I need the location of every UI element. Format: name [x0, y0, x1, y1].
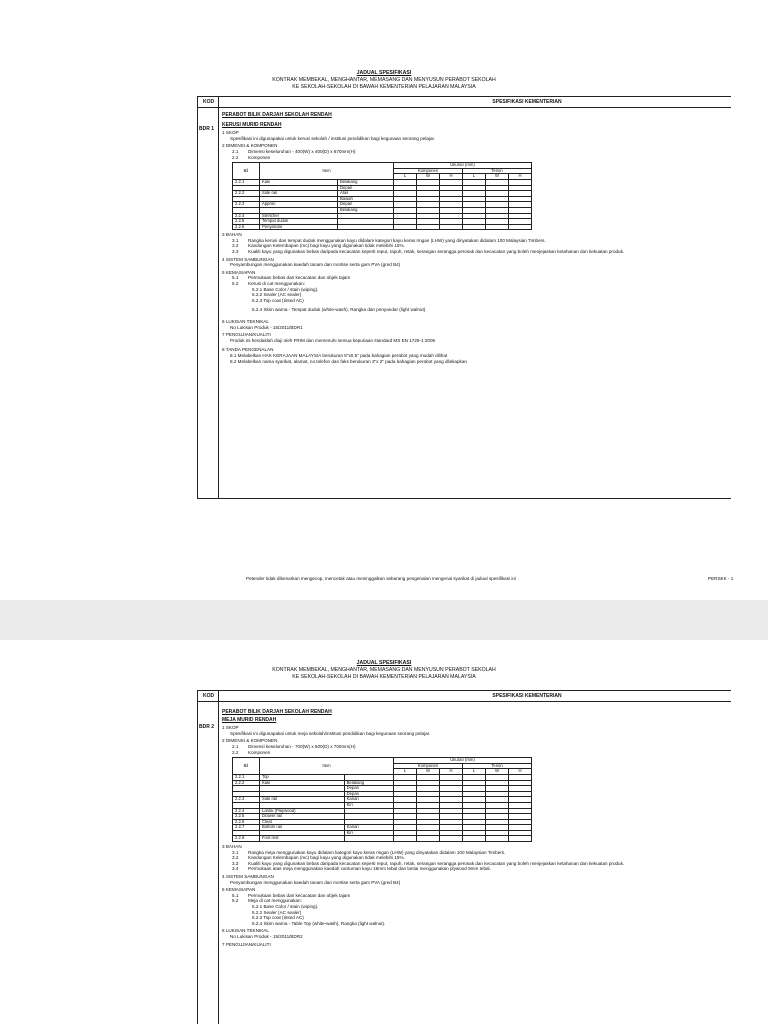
t2-head-item: Item [260, 758, 394, 775]
table-cell: Side rail [260, 797, 345, 803]
table-cell: 2.2.6 [233, 224, 260, 230]
table-cell: Stretcher [260, 213, 338, 219]
bahan-3-2: Kandungan Kelembapan (mc) bagi kayu yang digunakan tidak melebihi 15%. [248, 243, 405, 249]
item-title: KERUSI MURID RENDAH [222, 121, 282, 128]
table-cell: Kanan [344, 825, 393, 831]
header-line-3: KE SEKOLAH-SEKOLAH DI BAWAH KEMENTERIAN PELAJARAN MALAYSIA [292, 84, 476, 90]
kemasiapan-5-1: Permukaan bebas dari kecacatan dan objek tajam [248, 275, 351, 281]
table-cell: Kaki [260, 780, 345, 786]
kemasiapan-5-2-1: 5.2.1 Base Color / stain (wiping). [252, 286, 319, 292]
kemasiapan2-5-2-4: 5.2.4 Skim warna - Table Top (white-wash), Rangka (light walnut). [252, 920, 386, 926]
table-cell: 2.2.3 [233, 202, 260, 208]
sambungan-heading-2: 4 SISTEM SAMBUNGAN [222, 874, 274, 880]
t1-head-l: L [463, 174, 486, 180]
table-cell [338, 224, 394, 230]
t2-head-h: H [440, 769, 463, 775]
component-table-2 [232, 757, 532, 842]
bahan-heading: 3 BAHAN [222, 232, 242, 238]
document-header-2 [0, 660, 768, 681]
kemasiapan2-5-2-2: 5.2.2 Sealer (AC sealer) [252, 909, 302, 915]
dim-2-2-text: Komponen [248, 154, 271, 160]
table-cell: Side rail [260, 191, 338, 197]
table-cell: Bawah [338, 196, 394, 202]
table-cell: Drawer rail [260, 814, 345, 820]
document-header-1 [0, 70, 768, 91]
sambungan-heading: 4 SISTEM SAMBUNGAN [222, 256, 274, 262]
lukisan-text-2: No Lukisan Produk - 15/2011/BDR2 [230, 933, 303, 939]
column-header-2 [197, 690, 731, 702]
table-row [233, 836, 532, 842]
table-cell: 2.2.2 [233, 191, 260, 197]
dimensi-heading: 2 DIMENSI & KOMPONEN [222, 143, 278, 149]
kemasiapan-5-2-3: 5.2.3 Top coat (tinted AC) [252, 297, 304, 303]
pengujian-heading-2: 7 PENGUJIAN/KUALITI [222, 941, 271, 947]
bahan2-3-1: Rangka meja menggunakan kayu didalam kategori kayu keras ringan (LHW) yang dinyatakan didalam 100 Malaysian Timbers. [248, 849, 506, 855]
table-cell: 2.2.3 [233, 797, 260, 803]
table-cell [509, 224, 532, 230]
skop-heading-2: 1 SKOP [222, 725, 239, 731]
table-cell [417, 836, 440, 842]
table-cell: 2.2.5 [233, 219, 260, 225]
table-cell: Penyandar [260, 224, 338, 230]
table-cell [463, 224, 486, 230]
header-line-3-2: KE SEKOLAH-SEKOLAH DI BAWAH KEMENTERIAN PELAJARAN MALAYSIA [292, 674, 476, 680]
skop-text-2: Spesifikasi ini digunapakai untuk meja sekolah/institusi pendidikan bagi kegunaan seorang pelajar. [230, 730, 431, 736]
footer-note: Petender tidak dibenarkan mengecop, mencetak atau meninggalkan sebarang pengenalan mengenai syarikat di jadual spesifikasi ini [246, 576, 516, 581]
table-cell [440, 836, 463, 842]
table-cell: Depan [344, 791, 393, 797]
table-cell [463, 836, 486, 842]
kemasiapan-heading: 5 KEMASIAPAN [222, 269, 256, 275]
t2-head-komponen: Komponen [394, 763, 463, 769]
t1-head-tenon: Tenon [463, 168, 532, 174]
dimensi-heading-2: 2 DIMENSI & KOMPONEN [222, 738, 278, 744]
t1-head-h: H [440, 174, 463, 180]
bahan2-3-2: Kandungan Kelembapan (mc) bagi kayu yang digunakan tidak melebihi 15%. [248, 855, 405, 861]
table-cell: Kiri [344, 830, 393, 836]
sambungan-text: Penyambungan menggunakan kaedah tanam dan mortise serta gam PVA (gred B4) [230, 262, 401, 268]
t1-head-item: Item [260, 163, 394, 180]
t1-head-w: W [417, 174, 440, 180]
t2-head-tenon: Tenon [463, 763, 532, 769]
section-title: PERABOT BILIK DARJAH SEKOLAH RENDAH [222, 112, 332, 118]
kemasiapan-5-2: Kerusi di cat menggunakan: [248, 281, 305, 287]
header-line-2: KONTRAK MEMBEKAL, MENGHANTAR, MEMASANG DAN MENYUSUN PERABOT SEKOLAH [272, 77, 496, 83]
table-cell: 2.2.6 [233, 819, 260, 825]
t2-head-h: H [509, 769, 532, 775]
frame-left-line [197, 96, 198, 498]
t2-head-w: W [417, 769, 440, 775]
table-cell: Atas [338, 191, 394, 197]
dim-2-1-num: 2.1 [232, 148, 239, 154]
table-cell: 2.2.4 [233, 213, 260, 219]
lukisan-heading-2: 6 LUKISAN TEKNIKAL [222, 928, 269, 934]
table-cell: Cleat [260, 819, 345, 825]
dim2-2-1-text: Dimensi keseluruhan - 700(W) x 500(D) x 700mm(H) [248, 743, 356, 749]
table-cell: 2.2.2 [233, 780, 260, 786]
table-cell: Lantai (Playwood) [260, 808, 345, 814]
col-spesifikasi: SPESIFIKASI KEMENTERIAN [492, 99, 562, 105]
header-title: JADUAL SPESIFIKASI [356, 70, 412, 76]
tanda-heading: 8 TANDA PENGENALAN [222, 347, 274, 353]
frame2-left-line [197, 690, 198, 1024]
table-cell: Appron [260, 202, 338, 208]
spec-body-2: PERABOT BILIK DARJAH SEKOLAH RENDAH MEJA MURID RENDAH 1 SKOP Spesifikasi ini digunapakai untuk meja sekolah/institusi pendidikan bagi kegunaan seorang pelajar. 2 DIMENSI & KOMPONEN 2.1 Dimensi keseluruhan - 700(W) x 500(D) x 700mm(H) 2.2 Komponen Bil Item Ukuran (mm) Komponen Tenon L W H L W H 2.2.1 Top 2.2.2 Kaki Belakang Depan Depan 2.2.3 Side rail Kanan Kiri 2.2.4 Lantai (Playwood) 2.2.5 Drawer rail 2.2.6 Cleat 2.2.7 Bottom rail Kanan Kiri 2.2.8 Foot rest 3 BAHAN 3.1 Rangka meja menggunakan kayu didalam kategori kayu keras ringan (LHW) yang dinyatakan didalam 100 Malaysian Timbers. 3.2 Kandungan Kelembapan (mc) bagi kayu yang digunakan tidak melebihi 15%. 3.3 Kualiti kayu yang digunakan bebas daripada kecacatan seperti reput, rapuh, retak, serangan serangga perosak dan kecacatan yang boleh menjejaskan ketahanan dan kekuatan produk. 3.4 Permukaan atas meja menggunakan kaedah cantuman kayu 18mm tebal dan lantai menggunakan plywood 9mm tebal. 4 SISTEM SAMBUNGAN Penyambungan menggunakan kaedah tanam dan mortise serta gam PVA (gred B4) 5 KEMASIAPAN 5.1 Permukaan bebas dari kecacatan dan objek tajam 5.2 Meja di cat menggunakan: 5.2.1 Base Color / stain (wiping). 5.2.2 Sealer (AC sealer) 5.2.3 Top coat (tinted AC) 5.2.4 Skim warna - Table Top (white-wash), Rangka (light walnut). 6 LUKISAN TEKNIKAL No Lukisan Produk - 15/2011/BDR2 7 PENGUJIAN/KUALITI [222, 710, 727, 947]
kemasiapan2-5-1: Permukaan bebas dari kecacatan dan objek tajam [248, 892, 351, 898]
table-row [233, 224, 532, 230]
table-cell: Belakang [338, 179, 394, 185]
bahan-3-1: Rangka kerusi dan tempat duduk menggunakan kayu didalam kategori kayu keras ringan (LHW) yang dinyatakan didalam 100 Malaysian Timbers. [248, 237, 546, 243]
frame2-divider-line [218, 690, 219, 1024]
table-cell: 2.2.1 [233, 774, 260, 780]
kemasiapan2-5-2-1: 5.2.1 Base Color / stain (wiping). [252, 904, 319, 909]
tanda-8-2: 8.2 Melabelkan nama syarikat, alamat, no.telefon dan faks berukuran 3"x 2" pada bahagian perabot yang dilekapkan [230, 358, 467, 364]
table-cell: Kaki [260, 179, 338, 185]
footer-page-number: PERSEK - 1 [708, 576, 734, 581]
bahan-3-3: Kualiti kayu yang digunakan bebas daripada kecacatan seperti reput, rapuh, retak, serangan serangga perosak dan kecacatan yang boleh menjejaskan ketahanan dan kekuatan produk. [248, 249, 625, 255]
dim2-2-1-num: 2.1 [232, 743, 239, 749]
item-title-2: MEJA MURID RENDAH [222, 716, 277, 723]
dim-2-1-text: Dimensi keseluruhan - 400(W) x 400(D) x 670mm(H) [248, 148, 356, 154]
t1-head-w: W [486, 174, 509, 180]
table-cell: Kiri [344, 802, 393, 808]
t1-head-komponen: Komponen [394, 168, 463, 174]
table-cell: 2.2.5 [233, 814, 260, 820]
kemasiapan2-5-2-3: 5.2.3 Top coat (tinted AC) [252, 915, 304, 921]
table-cell [394, 836, 417, 842]
table-cell: Depan [338, 202, 394, 208]
table-cell [486, 224, 509, 230]
kemasiapan-heading-2: 5 KEMASIAPAN [222, 887, 256, 893]
lukisan-text: No Lukisan Produk - 15/2011/BDR1 [230, 324, 303, 330]
table-cell: Depan [344, 786, 393, 792]
dim2-2-2-text: Komponen [248, 749, 271, 755]
header-title-2: JADUAL SPESIFIKASI [356, 660, 412, 666]
table-cell: Belakang [338, 207, 394, 213]
pengujian-heading: 7 PENGUJIAN/KUALITI [222, 332, 271, 338]
table-cell [394, 224, 417, 230]
table-cell: Tempat duduk [260, 219, 338, 225]
t1-head-ukuran: Ukuran (mm) [394, 163, 532, 169]
t2-head-bil: Bil [233, 758, 260, 775]
table-cell: Belakang [344, 780, 393, 786]
table-cell [509, 836, 532, 842]
table-cell: 2.2.8 [233, 836, 260, 842]
table-cell: Bottom rail [260, 825, 345, 831]
sambungan-text-2: Penyambungan menggunakan kaedah tanam dan mortise serta gam PVA (gred B4) [230, 879, 401, 885]
bahan2-3-3: Kualiti kayu yang digunakan bebas daripada kecacatan seperti reput, rapuh, retak, serangan serangga perosak dan kecacatan yang boleh menjejaskan ketahanan dan kekuatan produk. [248, 860, 625, 866]
table-cell: 2.2.1 [233, 179, 260, 185]
table-cell [486, 836, 509, 842]
col-spesifikasi-2: SPESIFIKASI KEMENTERIAN [492, 693, 562, 699]
pengujian-text: Produk ini hendaklah diuji oleh FRIM dan memenuhi semua kepuriaan standard MS EN 1729-1:2006 [230, 337, 436, 343]
frame-bottom-line [197, 498, 731, 499]
dim-2-2-num: 2.2 [232, 154, 239, 160]
col-kod-2: KOD [203, 693, 215, 699]
kod-bdr1: BDR 1 [199, 126, 215, 132]
t2-head-w: W [486, 769, 509, 775]
table-cell: Foot rest [260, 836, 345, 842]
table-cell [417, 224, 440, 230]
kemasiapan-5-2-2: 5.2.2 Sealer (AC sealer) [252, 292, 302, 298]
lukisan-heading: 6 LUKISAN TEKNIKAL [222, 319, 269, 324]
col-kod: KOD [203, 99, 215, 105]
t2-head-l: L [463, 769, 486, 775]
kod-bdr2: BDR 2 [199, 724, 215, 730]
column-header-1 [197, 96, 731, 108]
table-cell [344, 836, 393, 842]
bahan2-3-4: Permukaan atas meja menggunakan kaedah cantuman kayu 18mm tebal dan lantai menggunakan plywood 9mm tebal. [248, 866, 491, 872]
t1-head-bil: Bil [233, 163, 260, 180]
table-cell: Top [260, 774, 345, 780]
t2-head-l: L [394, 769, 417, 775]
dim2-2-2-num: 2.2 [232, 749, 239, 755]
table-cell: 2.2.7 [233, 825, 260, 831]
kemasiapan2-5-2: Meja di cat menggunakan: [248, 898, 302, 904]
spec-body-1: PERABOT BILIK DARJAH SEKOLAH RENDAH KERUSI MURID RENDAH 1 SKOP Spesifikasi ini digunapakai untuk kerusi sekolah / institusi pendidikan bagi kegunaan seorang pelajar. 2 DIMENSI & KOMPONEN 2.1 Dimensi keseluruhan - 400(W) x 400(D) x 670mm(H) 2.2 Komponen Bil Item Ukuran (mm) Komponen Tenon L W H L W H 2.2.1 Kaki Belakang Depan 2.2.2 Side rail Atas Bawah 2.2.3 Appron Depan Belakang 2.2.4 Stretcher 2.2.5 Tempat duduk 2.2.6 Penyandar 3 BAHAN 3.1 Rangka kerusi dan tempat duduk menggunakan kayu didalam kategori kayu keras ringan (LHW) yang dinyatakan didalam 100 Malaysian Timbers. 3.2 Kandungan Kelembapan (mc) bagi kayu yang digunakan tidak melebihi 15%. 3.3 Kualiti kayu yang digunakan bebas daripada kecacatan seperti reput, rapuh, retak, serangan serangga perosak dan kecacatan yang boleh menjejaskan ketahanan dan kekuatan produk. 4 SISTEM SAMBUNGAN Penyambungan menggunakan kaedah tanam dan mortise serta gam PVA (gred B4) 5 KEMASIAPAN 5.1 Permukaan bebas dari kecacatan dan objek tajam 5.2 Kerusi di cat menggunakan: 5.2.1 Base Color / stain (wiping). 5.2.2 Sealer (AC sealer) 5.2.3 Top coat (tinted AC) 5.2.4 Skim warna - Tempat duduk (white-wash), Rangka dan penyandar (light walnut). 6 LUKISAN TEKNIKAL No Lukisan Produk - 15/2011/BDR1 7 PENGUJIAN/KUALITI Produk ini hendaklah diuji oleh FRIM dan memenuhi semua kepuriaan standard MS EN 1729-1:2006 8 TANDA PENGENALAN 8.1 Melabelkan HAK KERAJAAN MALAYSIA berukuran 8"x0.5" pada bahagian perabot yang mudah dilihat 8.2 Melabelkan nama syarikat, alamat, no.telefon dan faks berukuran 3"x 2" pada bahagian perabot yang dilekapkan [222, 113, 727, 364]
table-cell: Kanan [344, 797, 393, 803]
table-cell: 2.2.4 [233, 808, 260, 814]
frame-divider-line [218, 96, 219, 498]
header-line-2-2: KONTRAK MEMBEKAL, MENGHANTAR, MEMASANG DAN MENYUSUN PERABOT SEKOLAH [272, 667, 496, 673]
tanda-8-1: 8.1 Melabelkan HAK KERAJAAN MALAYSIA berukuran 8"x0.5" pada bahagian perabot yang mudah dilihat [230, 352, 448, 358]
skop-heading: 1 SKOP [222, 130, 239, 136]
t1-head-l: L [394, 174, 417, 180]
kemasiapan-5-2-4: 5.2.4 Skim warna - Tempat duduk (white-wash), Rangka dan penyandar (light walnut). [252, 307, 427, 313]
section-title-2: PERABOT BILIK DARJAH SEKOLAH RENDAH [222, 709, 332, 715]
component-table-1 [232, 162, 532, 230]
t1-head-h: H [509, 174, 532, 180]
t2-head-ukuran: Ukuran (mm) [394, 758, 532, 764]
bahan-heading-2: 3 BAHAN [222, 844, 242, 850]
table-cell [440, 224, 463, 230]
table-cell: Depan [338, 185, 394, 191]
skop-text: Spesifikasi ini digunapakai untuk kerusi sekolah / institusi pendidikan bagi kegunaan seorang pelajar. [230, 135, 436, 141]
